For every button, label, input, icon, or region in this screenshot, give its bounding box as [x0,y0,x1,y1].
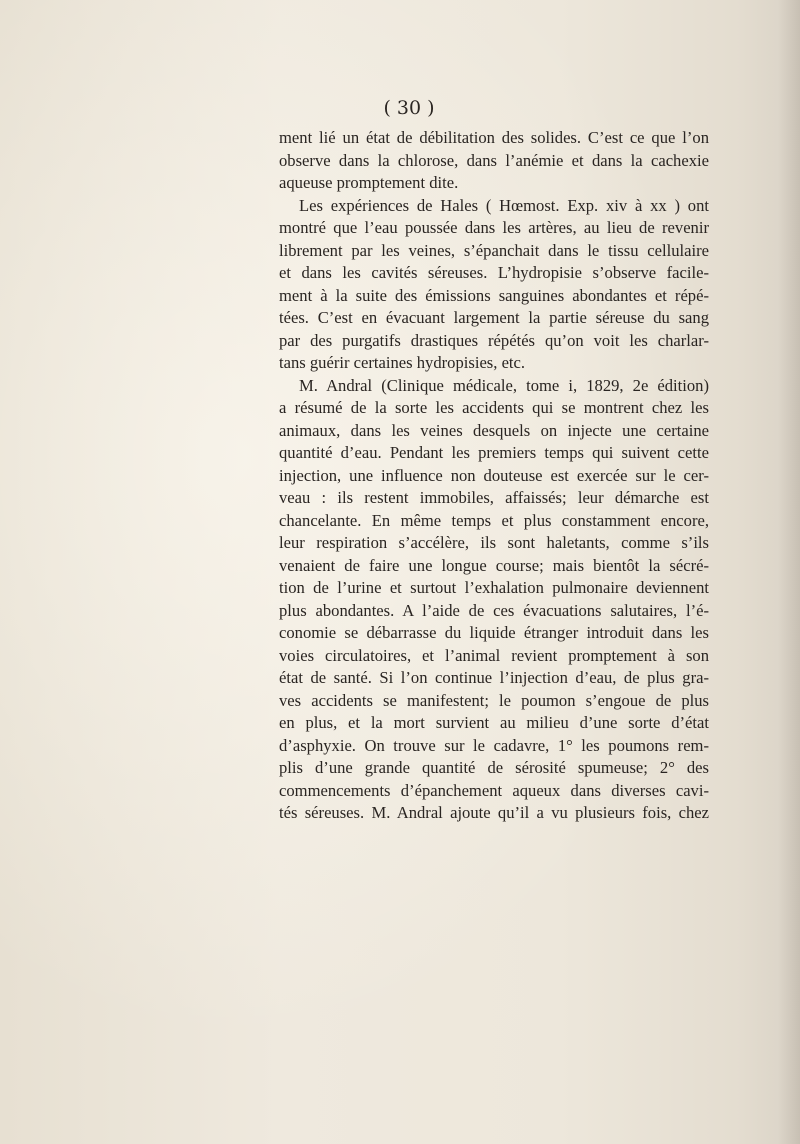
text-line: aqueuse promptement dite. [279,173,459,192]
text-line: conomie se débarrasse du liquide étranger introduit dans les [279,623,709,642]
text-line: veau : ils restent immobiles, affaissés; leur démarche est [279,488,709,507]
text-line: en plus, et la mort survient au milieu d’une sorte d’état [279,713,709,732]
text-line: tées. C’est en évacuant largement la partie séreuse du sang [279,308,709,327]
text-line: quantité d’eau. Pendant les premiers temps qui suivent cette [279,443,709,462]
text-line: observe dans la chlorose, dans l’anémie et dans la cachexie [279,150,709,170]
text-line: par des purgatifs drastiques répétés qu’on voit les charlar- [279,330,709,350]
text-line: ves accidents se manifestent; le poumon s’engoue de plus [279,690,709,710]
text-line: plis d’une grande quantité de sérosité spumeuse; 2° des [279,758,709,777]
text-line: animaux, dans les veines desquels on injecte une certaine [279,420,709,440]
text-line: commencements d’épanchement aqueux dans diverses cavi- [279,780,709,800]
text-line: librement par les veines, s’épanchait dans le tissu cellulaire [279,240,709,260]
text-line: injection, une influence non douteuse est exercée sur le cer- [279,465,709,485]
text-line: leur respiration s’accélère, ils sont haletants, comme s’ils [279,533,709,552]
page-edge-shadow [778,0,800,1144]
paragraph-start-line: M. Andral (Clinique médicale, tome i, 1829, 2e édition) [299,375,709,395]
text-line: venaient de faire une longue course; mais bientôt la sécré- [279,555,709,575]
page-number: ( 30 ) [383,97,435,119]
body-text [279,127,709,825]
text-line: tion de l’urine et surtout l’exhalation pulmonaire deviennent [279,578,709,597]
text-line: tans guérir certaines hydropisies, etc. [279,353,526,372]
text-line: a résumé de la sorte les accidents qui se montrent chez les [279,398,709,417]
text-line: plus abondantes. A l’aide de ces évacuations salutaires, l’é- [279,600,709,620]
paragraph-start-line: Les expériences de Hales ( Hœmost. Exp. xiv à xx ) ont [299,195,709,215]
text-line: montré que l’eau poussée dans les artères, au lieu de revenir [279,218,709,237]
text-line: état de santé. Si l’on continue l’injection d’eau, de plus gra- [279,668,709,687]
text-line: chancelante. En même temps et plus constamment encore, [279,510,709,530]
text-line: et dans les cavités séreuses. L’hydropisie s’observe facile- [279,263,709,282]
text-line: ment lié un état de débilitation des solides. C’est ce que l’on [279,128,709,147]
text-line: tés séreuses. M. Andral ajoute qu’il a vu plusieurs fois, chez [279,803,709,822]
text-line: d’asphyxie. On trouve sur le cadavre, 1° les poumons rem- [279,735,709,755]
text-line: voies circulatoires, et l’animal revient promptement à son [279,645,709,665]
text-line: ment à la suite des émissions sanguines abondantes et répé- [279,285,709,305]
